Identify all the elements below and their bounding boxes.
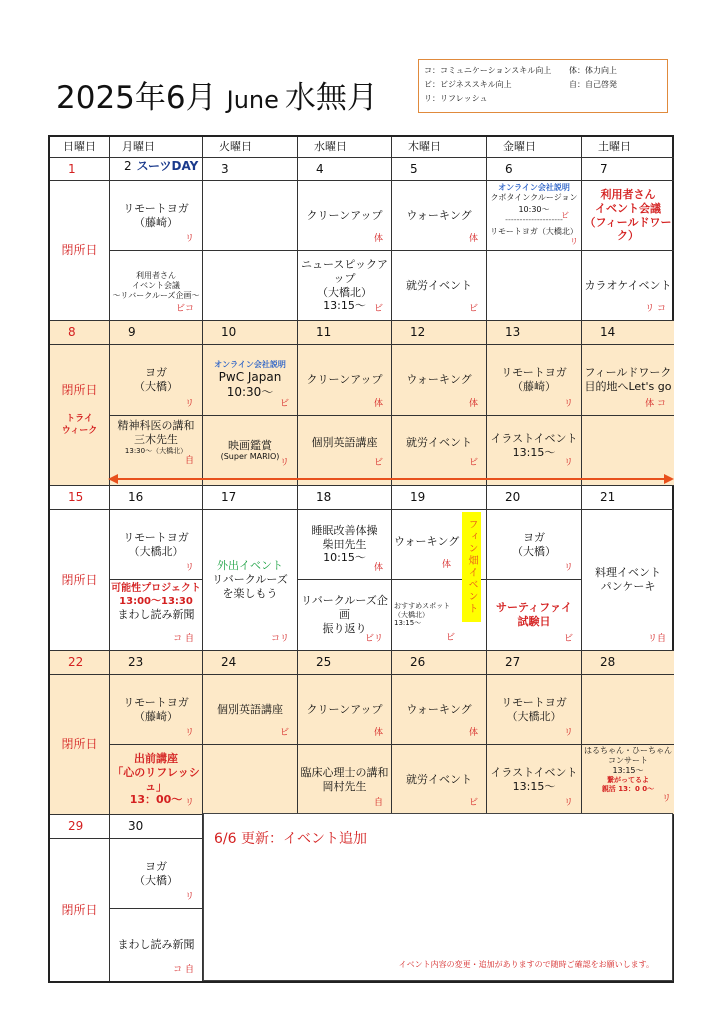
event-title: 映画鑑賞 [228, 438, 272, 452]
event-title: ウォーキング [406, 702, 472, 716]
event-title: リモートヨガ （藤崎） [501, 366, 567, 393]
event-subtitle: 繋がってるよ [607, 776, 649, 784]
legend-business: ビ：ビジネススキル向上 [424, 80, 512, 89]
date-20: 20 [487, 486, 582, 510]
event-title: クリーンアップ [306, 373, 383, 387]
date-13: 13 [487, 321, 582, 345]
weekday-sun: 日曜日 [50, 137, 110, 158]
event-title: リモートヨガ （大橋北） [501, 695, 567, 723]
category-tag: コ 自 [173, 964, 194, 975]
category-tag: ビ [373, 303, 383, 314]
event-title: リモートヨガ （大橋北） [123, 530, 189, 558]
date-29: 29 [50, 815, 110, 839]
event-cell [487, 345, 582, 416]
date-28: 28 [582, 651, 674, 675]
event-time: 10:30～ [518, 205, 550, 214]
event-title: 利用者さん イベント会議 ～リバークルーズ企画～ [112, 270, 200, 300]
closed-day-label: 閉所日 [61, 383, 98, 398]
event-title: 就労イベント [406, 435, 472, 449]
category-tag: 体 [373, 233, 383, 244]
event-cell [487, 181, 582, 251]
event-title: 利用者さん イベント会議 （フィールドワーク） [584, 188, 672, 243]
category-tag: リ [184, 233, 194, 244]
event-title: 睡眠改善体操 柴田先生 10:15～ [311, 523, 378, 565]
event-cell [582, 181, 674, 251]
date-30: 30 [110, 815, 203, 839]
category-tag: リ [279, 457, 289, 468]
event-cell [110, 909, 203, 981]
event-cell [298, 251, 392, 321]
event-cell [392, 181, 487, 251]
event-title: ニュースピックアップ （大橋北） 13:15～ [300, 258, 388, 313]
category-tag: 体 [373, 398, 383, 409]
date-17: 17 [203, 486, 298, 510]
event-title: リモートヨガ（大橋北） [490, 227, 578, 236]
legend-box [418, 59, 668, 113]
event-title: 可能性プロジェクト 13:00～13:30 [111, 583, 201, 607]
category-tag: リ [184, 797, 194, 808]
event-cell [487, 510, 582, 580]
event-title: おすすめスポット （大橋北） 13:15～ [394, 601, 451, 628]
date-6: 6 [487, 158, 582, 181]
category-tag: 自 [373, 797, 383, 808]
date-19: 19 [392, 486, 487, 510]
category-tag: リ [184, 891, 194, 902]
category-tag: ビ [279, 727, 289, 738]
event-title: ヨガ （大橋） [134, 859, 178, 887]
event-cell [110, 345, 203, 416]
category-tag: リ [563, 727, 573, 738]
event-title: ウォーキング [406, 208, 472, 222]
category-tag: 体 [373, 562, 383, 573]
event-cell [203, 510, 298, 651]
update-note: 6/6 更新：イベント追加 [214, 831, 367, 847]
event-title: クボタインクルージョン [490, 193, 578, 202]
event-title: クリーンアップ [306, 208, 383, 222]
weekday-wed: 水曜日 [298, 137, 392, 158]
legend-self: 自：自己啓発 [569, 80, 617, 89]
legend-communication: コ：コミュニケーションスキル向上 [424, 66, 552, 75]
event-subtitle: まわし読み新聞 [117, 608, 195, 621]
event-title: フィールドワーク 目的地へLet's go [584, 366, 672, 393]
event-title: 就労イベント [406, 772, 472, 786]
category-tag: リ [563, 562, 573, 573]
category-tag: ビ [446, 632, 456, 643]
closed-day-label: 閉所日 [50, 839, 110, 981]
empty-cell [582, 675, 674, 745]
event-title: まわし読み新聞 [117, 938, 195, 952]
date-1: 1 [50, 158, 110, 181]
event-cell [110, 675, 203, 745]
date-4: 4 [298, 158, 392, 181]
online-company-label: オンライン会社説明 [214, 360, 286, 369]
category-tag: 体 [468, 727, 478, 738]
event-cell [582, 510, 674, 651]
event-cell [392, 345, 487, 416]
trial-week-label: トライ ウィーク [61, 414, 98, 436]
category-tag: リ [661, 793, 671, 804]
event-title: ウォーキング [406, 373, 472, 387]
event-cell [298, 675, 392, 745]
event-cell [110, 251, 203, 321]
event-title: 就労イベント [406, 278, 472, 292]
category-tag: リ自 [647, 633, 666, 644]
date-27: 27 [487, 651, 582, 675]
event-cell [582, 345, 674, 416]
event-title: イラストイベント 13:15～ [490, 765, 578, 793]
trial-week-arrow [108, 473, 674, 485]
event-title: リバークルーズ企画 振り返り [301, 594, 388, 635]
closed-day-label: 閉所日 [50, 510, 110, 651]
event-title: はるちゃん・ひーちゃん コンサート 13:15～ [584, 746, 672, 775]
category-tag: コ 自 [173, 633, 194, 644]
event-cell [487, 675, 582, 745]
category-tag: リ [563, 797, 573, 808]
event-subtitle: (Super MARIO) [220, 452, 280, 462]
date-21: 21 [582, 486, 674, 510]
date-26: 26 [392, 651, 487, 675]
weekday-thu: 木曜日 [392, 137, 487, 158]
weekday-mon: 月曜日 [110, 137, 203, 158]
date-25: 25 [298, 651, 392, 675]
date-10: 10 [203, 321, 298, 345]
date-12: 12 [392, 321, 487, 345]
category-tag: 体 [373, 727, 383, 738]
event-title: リモートヨガ （藤崎） [123, 201, 189, 229]
date-15: 15 [50, 486, 110, 510]
category-tag: リ [184, 562, 194, 573]
category-tag: リ [184, 398, 194, 409]
event-cell [110, 839, 203, 909]
event-cell [582, 251, 674, 321]
date-9: 9 [110, 321, 203, 345]
online-company-label: オンライン会社説明 [498, 183, 570, 192]
date-7: 7 [582, 158, 674, 181]
date-2 [110, 158, 203, 181]
finland-field-event-banner: フィン畑イベント [462, 512, 481, 622]
date-3: 3 [203, 158, 298, 181]
event-cell [392, 745, 487, 815]
legend-physical: 体：体力向上 [569, 66, 617, 75]
event-cell [487, 580, 582, 651]
event-title: サーティファイ 試験日 [496, 601, 572, 628]
event-title: 出前講座 「心のリフレッシュ」 13：00～ [112, 752, 200, 807]
title-japanese-month: 水無月 [284, 80, 378, 116]
event-cell [110, 745, 203, 815]
empty-cell [487, 251, 582, 321]
event-cell [298, 181, 392, 251]
suit-day-label: スーツDAY [136, 159, 199, 173]
event-cell [392, 675, 487, 745]
category-tag: ビ [563, 633, 573, 644]
event-cell [298, 510, 392, 580]
outing-event-label: 外出イベント [217, 559, 283, 573]
category-tag: リ [563, 457, 573, 468]
date-8: 8 [50, 321, 110, 345]
page-title [56, 72, 378, 117]
weekday-fri: 金曜日 [487, 137, 582, 158]
category-tag: リ [184, 727, 194, 738]
closed-day-label: 閉所日 [50, 675, 110, 815]
date-22: 22 [50, 651, 110, 675]
date-11: 11 [298, 321, 392, 345]
category-tag: ビリ [364, 633, 383, 644]
event-title: 精神科医の講和 三木先生 [117, 419, 195, 446]
category-tag: ビコ [175, 303, 194, 314]
category-tag: ビ [279, 398, 289, 409]
event-title: PwC Japan 10:30～ [218, 370, 282, 399]
category-tag: リ [563, 398, 573, 409]
sunday-cell [50, 345, 110, 486]
title-english-month: June [226, 86, 279, 114]
event-title: クリーンアップ [306, 702, 383, 716]
title-year-month: 2025年6月 [56, 80, 217, 116]
event-cell [487, 745, 582, 815]
footer-note: イベント内容の変更・追加がありますので随時ご確認をお願いします。 [398, 960, 654, 969]
empty-cell [203, 745, 298, 815]
date-14: 14 [582, 321, 674, 345]
event-title: イラストイベント 13:15～ [490, 431, 578, 459]
event-cell [110, 510, 203, 580]
event-time: 親活 13：0 0～ [601, 784, 655, 793]
category-tag: 体 [442, 559, 452, 570]
event-title: カラオケイベント [584, 278, 672, 292]
event-cell [203, 675, 298, 745]
category-tag: ビ [373, 457, 383, 468]
category-tag: 自 [184, 455, 194, 466]
category-tag: ビ [468, 457, 478, 468]
date-18: 18 [298, 486, 392, 510]
category-tag: コリ [270, 633, 289, 644]
event-cell [298, 345, 392, 416]
category-tag: リ コ [645, 303, 666, 314]
legend-refresh: リ：リフレッシュ [424, 94, 488, 103]
weekday-sat: 土曜日 [582, 137, 674, 158]
date-2-number: 2 [124, 159, 132, 173]
event-title: 個別英語講座 [217, 702, 283, 716]
divider-dashes: -------------------- [505, 215, 563, 224]
event-title: ウォーキング [394, 534, 460, 548]
event-cell [298, 745, 392, 815]
event-title: リモートヨガ （藤崎） [123, 695, 189, 723]
closed-day-label: 閉所日 [50, 181, 110, 321]
event-title: リバークルーズ を楽しもう [212, 573, 288, 600]
date-24: 24 [203, 651, 298, 675]
event-cell [392, 251, 487, 321]
event-cell [110, 181, 203, 251]
event-cell [298, 580, 392, 651]
event-title: 個別英語講座 [311, 435, 378, 449]
category-tag: ビ [468, 303, 478, 314]
category-tag: 体 [468, 398, 478, 409]
empty-cell [203, 251, 298, 321]
event-title: 料理イベント パンケーキ [595, 566, 661, 593]
category-tag: ビ [468, 797, 478, 808]
weekday-tue: 火曜日 [203, 137, 298, 158]
event-cell [203, 345, 298, 416]
category-tag: 体 コ [645, 398, 666, 409]
event-cell [582, 745, 674, 815]
event-title: 臨床心理士の講和 岡村先生 [300, 765, 389, 793]
date-23: 23 [110, 651, 203, 675]
category-tag: 体 [468, 233, 478, 244]
event-title: ヨガ （大橋） [134, 366, 178, 393]
category-tag: リ [570, 237, 578, 246]
date-5: 5 [392, 158, 487, 181]
event-title: ヨガ （大橋） [512, 530, 556, 558]
event-cell [110, 580, 203, 651]
empty-cell [203, 181, 298, 251]
notes-box [203, 813, 673, 981]
category-tag: ビ [561, 211, 569, 220]
date-16: 16 [110, 486, 203, 510]
event-time: 13:30～（大橋北） [124, 446, 188, 455]
